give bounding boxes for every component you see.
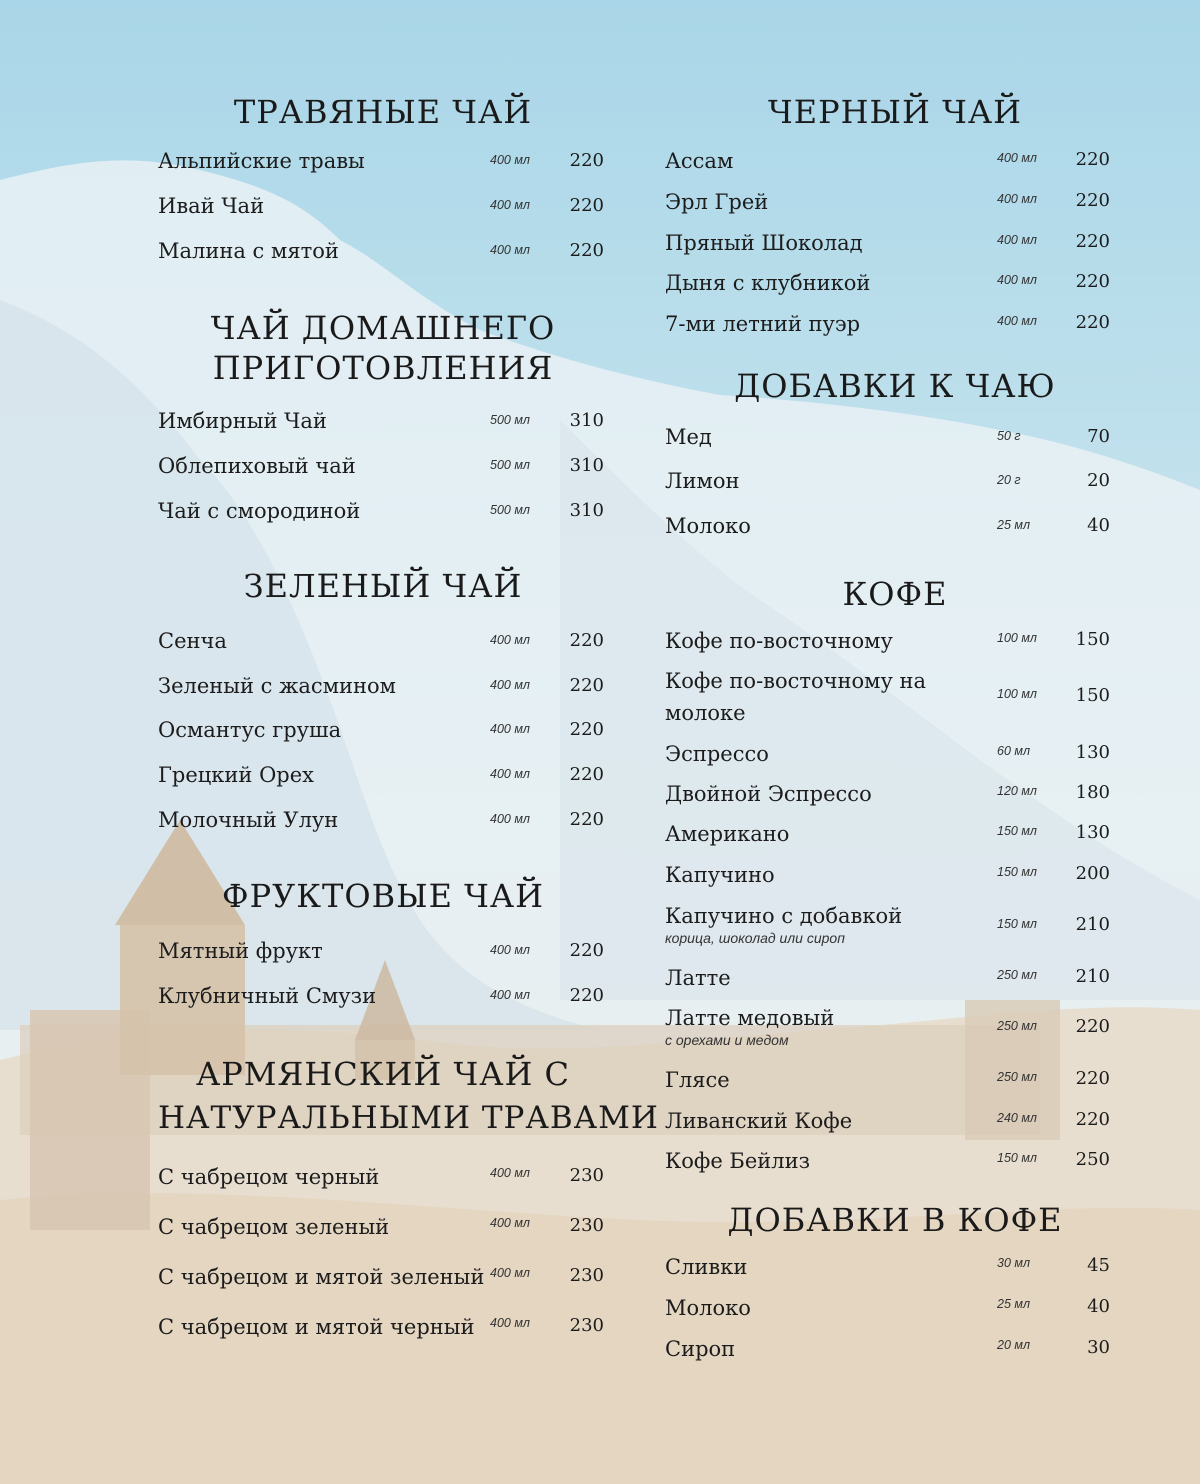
section-title: КОФЕ <box>842 575 948 613</box>
item-name: Эрл Грей <box>665 190 769 214</box>
item-price: 220 <box>569 675 604 696</box>
item-volume: 20 г <box>997 473 1021 487</box>
item-price: 210 <box>1075 966 1110 987</box>
item-name: Мятный фрукт <box>158 939 323 963</box>
item-price: 150 <box>1075 629 1110 650</box>
item-volume: 500 мл <box>490 458 530 472</box>
item-price: 220 <box>569 195 604 216</box>
item-price: 130 <box>1075 822 1110 843</box>
item-name: Кофе по-восточному <box>665 629 893 653</box>
item-volume: 150 мл <box>997 865 1037 879</box>
section-title-line2: НАТУРАЛЬНЫМИ ТРАВАМИ <box>158 1100 659 1136</box>
item-name: Молочный Улун <box>158 808 339 832</box>
item-price: 130 <box>1075 742 1110 763</box>
item-volume: 400 мл <box>490 678 530 692</box>
item-name: Кофе Бейлиз <box>665 1149 811 1173</box>
item-price: 200 <box>1075 863 1110 884</box>
item-name: Грецкий Орех <box>158 763 315 787</box>
item-name: Имбирный Чай <box>158 409 327 433</box>
item-name: Латте медовый <box>665 1006 835 1030</box>
item-volume: 400 мл <box>490 1316 530 1330</box>
item-price: 40 <box>1087 1296 1110 1317</box>
item-volume: 30 мл <box>997 1256 1030 1270</box>
item-price: 70 <box>1087 426 1110 447</box>
section-title: ЧЕРНЫЙ ЧАЙ <box>768 93 1022 131</box>
section-title: ДОБАВКИ В КОФЕ <box>727 1201 1063 1239</box>
section-title-line1: ЧАЙ ДОМАШНЕГО <box>210 309 556 347</box>
item-price: 220 <box>1075 231 1110 252</box>
item-volume: 400 мл <box>490 722 530 736</box>
item-price: 220 <box>1075 1109 1110 1130</box>
item-volume: 400 мл <box>490 153 530 167</box>
item-volume: 400 мл <box>997 151 1037 165</box>
item-name: Чай с смородиной <box>158 499 361 523</box>
item-name: Клубничный Смузи <box>158 984 377 1008</box>
item-name: Лимон <box>665 469 740 493</box>
item-price: 220 <box>569 150 604 171</box>
item-volume: 100 мл <box>997 687 1037 701</box>
item-volume: 400 мл <box>490 1266 530 1280</box>
item-volume: 240 мл <box>997 1111 1037 1125</box>
item-price: 220 <box>1075 190 1110 211</box>
item-name: С чабрецом черный <box>158 1165 380 1189</box>
item-price: 250 <box>1075 1149 1110 1170</box>
item-volume: 100 мл <box>997 631 1037 645</box>
item-volume: 50 г <box>997 429 1021 443</box>
item-name: Ивай Чай <box>158 194 265 218</box>
item-name: Капучино с добавкой <box>665 904 903 928</box>
item-note: корица, шоколад или сироп <box>665 930 845 946</box>
item-name: Ассам <box>665 149 734 173</box>
item-name: Пряный Шоколад <box>665 231 863 255</box>
item-price: 30 <box>1087 1337 1110 1358</box>
item-volume: 250 мл <box>997 968 1037 982</box>
item-volume: 400 мл <box>490 943 530 957</box>
section-title: ДОБАВКИ К ЧАЮ <box>734 367 1056 405</box>
item-volume: 400 мл <box>490 988 530 1002</box>
section-title: ЗЕЛЕНЫЙ ЧАЙ <box>243 567 523 605</box>
item-name: Ливанский Кофе <box>665 1109 853 1133</box>
item-name: Латте <box>665 966 731 990</box>
item-price: 180 <box>1075 782 1110 803</box>
item-name: Капучино <box>665 863 775 887</box>
item-price: 210 <box>1075 914 1110 935</box>
item-volume: 120 мл <box>997 784 1037 798</box>
item-volume: 400 мл <box>997 233 1037 247</box>
item-price: 310 <box>569 500 604 521</box>
item-name: Османтус груша <box>158 718 342 742</box>
item-name: Молоко <box>665 1296 751 1320</box>
item-price: 220 <box>1075 149 1110 170</box>
item-price: 220 <box>569 719 604 740</box>
item-price: 220 <box>569 940 604 961</box>
item-volume: 25 мл <box>997 518 1030 532</box>
item-volume: 500 мл <box>490 503 530 517</box>
item-name: Сливки <box>665 1255 748 1279</box>
item-volume: 150 мл <box>997 1151 1037 1165</box>
item-name: Кофе по-восточному на молоке <box>665 669 927 725</box>
item-price: 45 <box>1087 1255 1110 1276</box>
section-title: ТРАВЯНЫЕ ЧАЙ <box>233 93 533 131</box>
item-name: Облепиховый чай <box>158 454 356 478</box>
item-volume: 20 мл <box>997 1338 1030 1352</box>
item-price: 230 <box>569 1215 604 1236</box>
item-name: С чабрецом зеленый <box>158 1215 390 1239</box>
item-name: 7-ми летний пуэр <box>665 312 861 336</box>
item-volume: 400 мл <box>490 633 530 647</box>
item-name: Альпийские травы <box>158 149 365 173</box>
item-price: 220 <box>569 985 604 1006</box>
item-name: Зеленый с жасмином <box>158 674 397 698</box>
item-price: 40 <box>1087 515 1110 536</box>
item-volume: 400 мл <box>490 1216 530 1230</box>
section-title: ФРУКТОВЫЕ ЧАЙ <box>222 877 544 915</box>
item-volume: 400 мл <box>490 812 530 826</box>
item-price: 20 <box>1087 470 1110 491</box>
item-price: 310 <box>569 455 604 476</box>
item-price: 230 <box>569 1165 604 1186</box>
item-price: 220 <box>1075 271 1110 292</box>
item-volume: 400 мл <box>997 273 1037 287</box>
item-price: 220 <box>569 809 604 830</box>
item-volume: 150 мл <box>997 917 1037 931</box>
item-volume: 400 мл <box>490 198 530 212</box>
item-price: 220 <box>569 764 604 785</box>
item-volume: 60 мл <box>997 744 1030 758</box>
item-volume: 400 мл <box>997 314 1037 328</box>
item-name: Сироп <box>665 1337 736 1361</box>
item-price: 220 <box>1075 312 1110 333</box>
item-price: 220 <box>569 240 604 261</box>
item-note: с орехами и медом <box>665 1032 789 1048</box>
item-name: Дыня с клубникой <box>665 271 871 295</box>
item-price: 150 <box>1075 685 1110 706</box>
item-price: 220 <box>569 630 604 651</box>
item-price: 220 <box>1075 1016 1110 1037</box>
item-price: 230 <box>569 1265 604 1286</box>
item-price: 230 <box>569 1315 604 1336</box>
item-name: Мед <box>665 425 712 449</box>
item-name: Молоко <box>665 514 751 538</box>
item-name: Малина с мятой <box>158 239 339 263</box>
item-name: С чабрецом и мятой зеленый <box>158 1265 485 1289</box>
item-name: Глясе <box>665 1068 730 1092</box>
item-volume: 150 мл <box>997 824 1037 838</box>
section-title-line2: ПРИГОТОВЛЕНИЯ <box>212 349 554 387</box>
item-volume: 250 мл <box>997 1070 1037 1084</box>
item-volume: 250 мл <box>997 1019 1037 1033</box>
item-volume: 400 мл <box>490 243 530 257</box>
item-volume: 25 мл <box>997 1297 1030 1311</box>
item-name: С чабрецом и мятой черный <box>158 1315 475 1339</box>
item-price: 220 <box>1075 1068 1110 1089</box>
item-price: 310 <box>569 410 604 431</box>
section-title-line1: АРМЯНСКИЙ ЧАЙ С <box>195 1055 571 1093</box>
item-volume: 400 мл <box>997 192 1037 206</box>
item-volume: 400 мл <box>490 767 530 781</box>
item-volume: 400 мл <box>490 1166 530 1180</box>
item-name: Эспрессо <box>665 742 769 766</box>
item-name: Двойной Эспрессо <box>665 782 872 806</box>
item-name: Американо <box>665 822 790 846</box>
item-name: Сенча <box>158 629 227 653</box>
item-volume: 500 мл <box>490 413 530 427</box>
